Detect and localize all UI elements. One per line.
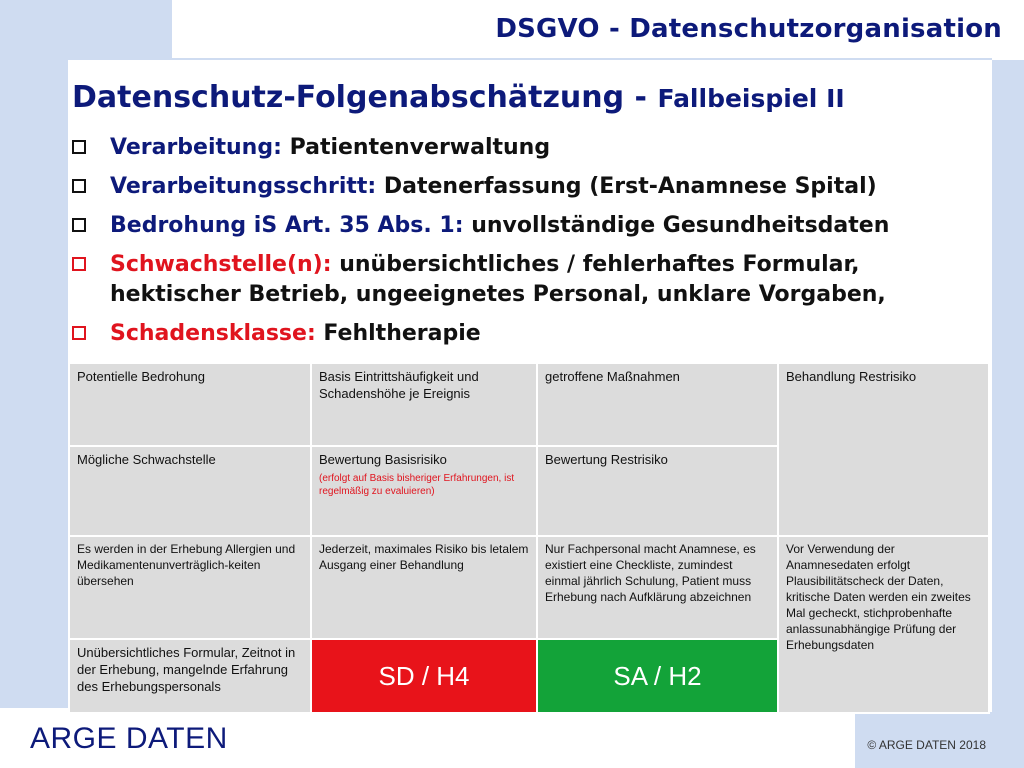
bullet-text: unübersichtliches / fehlerhaftes Formular, hektischer Betrieb, ungeeignetes Personal, unklare Vorgaben, [110,252,886,307]
frame-right [992,60,1024,768]
header-behandlung-restrisiko: Behandlung Restrisiko [778,363,989,536]
header-title: DSGVO - Datenschutzorganisation [495,14,1002,44]
base-risk-badge: SD / H4 [311,639,537,713]
frame-top [0,0,172,60]
bullet-label: Bedrohung iS Art. 35 Abs. 1: [110,213,464,238]
table-row [69,536,989,639]
bullet-label: Schwachstelle(n): [110,252,332,277]
bullet-label: Verarbeitungsschritt: [110,174,377,199]
bullet-text: Datenerfassung (Erst-Anamnese Spital) [383,174,877,199]
header-basis-eintrittshaeufigkeit: Basis Eintrittshäufigkeit und Schadenshöhe je Ereignis [311,363,537,446]
bullet-label: Schadensklasse: [110,321,316,346]
bullet-item [72,250,992,310]
checkbox-bullet-icon [72,218,86,232]
checkbox-bullet-icon [72,140,86,154]
bullet-text: Fehltherapie [323,321,481,346]
bullet-text: Patientenverwaltung [289,135,551,160]
bullet-list [72,133,992,358]
frame-left [0,0,68,708]
bullet-item [72,133,992,163]
bullet-text: unvollständige Gesundheitsdaten [471,213,890,238]
cell-residual-treatment: Vor Verwendung der Anamnesedaten erfolgt Plausibilitätscheck der Daten, kritische Daten werden ein zweites Mal gecheckt, stichprobenhafte anlassunabhängige Prüfung der Erhebungsdaten [778,536,989,713]
slide-title-main: Datenschutz-Folgenabschätzung [72,80,625,115]
bullet-label: Verarbeitung: [110,135,282,160]
cell-measures: Nur Fachpersonal macht Anamnese, es existiert eine Checkliste, zumindest einmal jährlich Schulung, Patient muss Erhebung nach Aufklärung abzeichnen [537,536,778,639]
bullet-item [72,211,992,241]
copyright-notice: © ARGE DATEN 2018 [867,738,986,752]
checkbox-bullet-icon [72,257,86,271]
checkbox-bullet-icon [72,326,86,340]
header-divider [172,58,992,60]
slide-title-sep: - [624,80,658,115]
risk-table [68,362,990,714]
bullet-item [72,172,992,202]
header-getroffene-massnahmen: getroffene Maßnahmen [537,363,778,446]
checkbox-bullet-icon [72,179,86,193]
header-moegliche-schwachstelle: Mögliche Schwachstelle [69,446,311,536]
slide-title [72,80,845,115]
table-row [69,363,989,446]
bewertung-basisrisiko-note: (erfolgt auf Basis bisheriger Erfahrungen, ist regelmäßig zu evaluieren) [319,473,515,497]
header-bewertung-restrisiko: Bewertung Restrisiko [537,446,778,536]
slide-title-sub: Fallbeispiel II [657,84,845,113]
cell-threat-description: Es werden in der Erhebung Allergien und Medikamentenunverträglich-keiten übersehen [69,536,311,639]
residual-risk-badge: SA / H2 [537,639,778,713]
cell-weakness-description: Unübersichtliches Formular, Zeitnot in der Erhebung, mangelnde Erfahrung des Erhebungspersonals [69,639,311,713]
cell-base-frequency: Jederzeit, maximales Risiko bis letalem Ausgang einer Behandlung [311,536,537,639]
bewertung-basisrisiko-label: Bewertung Basisrisiko [319,452,447,467]
bullet-item [72,319,992,349]
arge-daten-logo: ARGE DATEN [30,722,228,755]
header-potentielle-bedrohung: Potentielle Bedrohung [69,363,311,446]
header-bewertung-basisrisiko [311,446,537,536]
